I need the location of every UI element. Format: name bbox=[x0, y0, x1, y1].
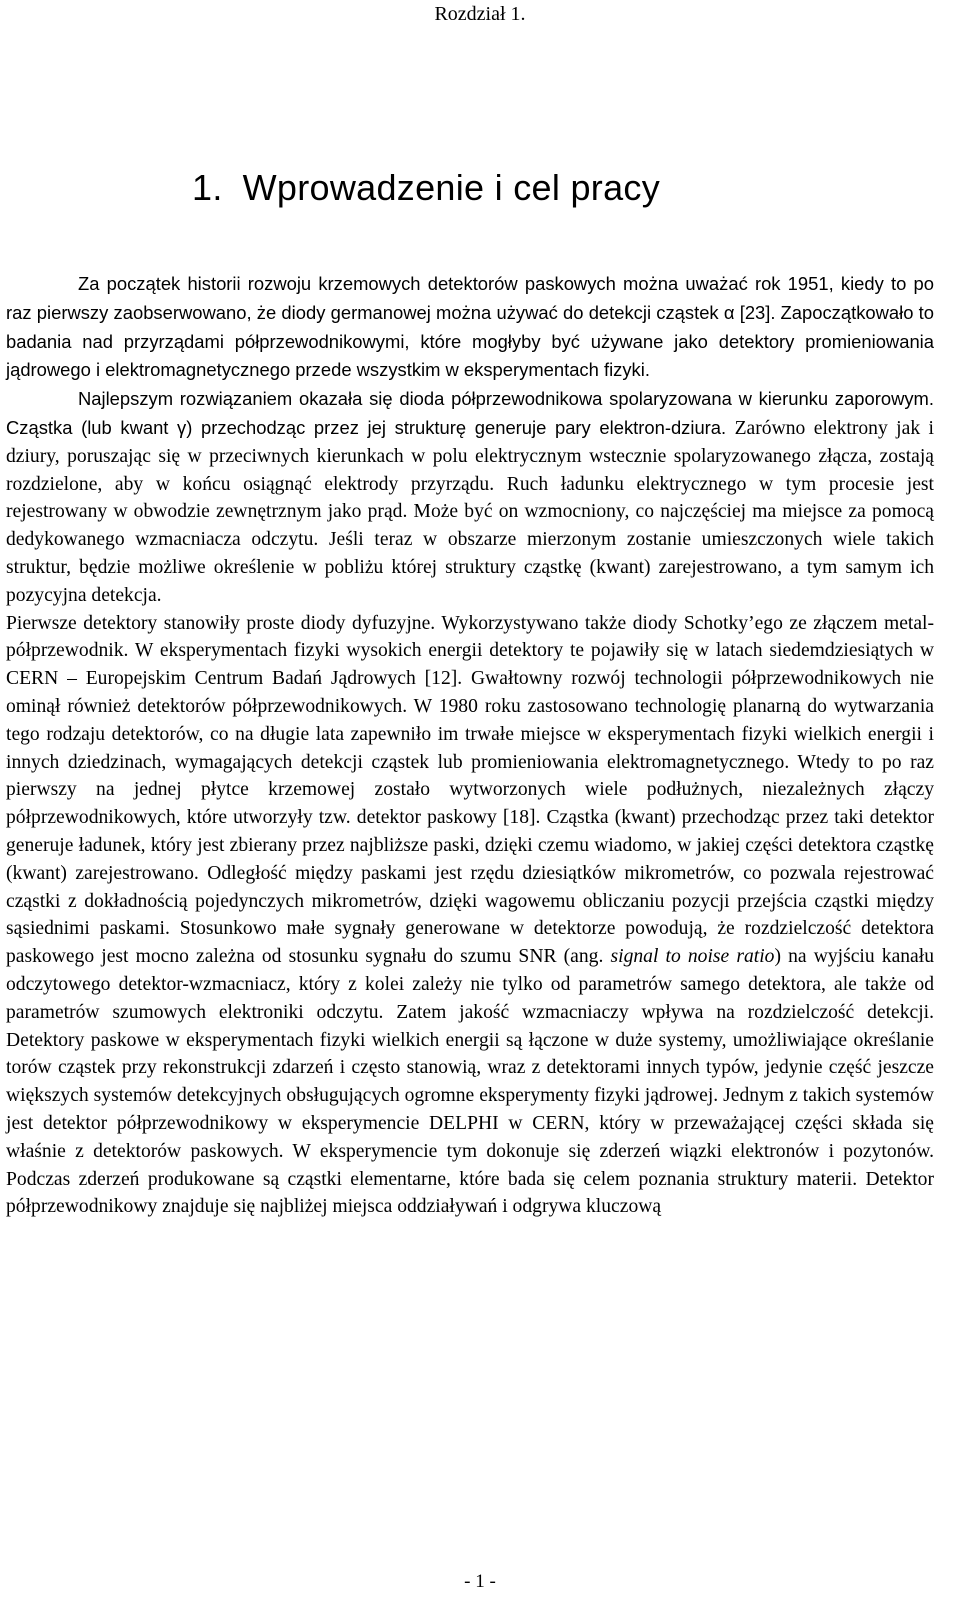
paragraph-1-sentence-2: Zapoczątkowało to badania nad przyrządami półprzewodnikowymi, które mogłyby być używane jako detektory promieniowania jądrowego i elektromagnetycznego przede wszystkim w eksperymentach fizyki. bbox=[6, 301, 935, 381]
chapter-title bbox=[192, 163, 792, 213]
paragraph-5-after: ) na wyjściu kanału odczytowego detektor-wzmacniacz, który z kolei zależy nie tylko od parametrów samego detektora, ale także od parametrów szumowych elektroniki odczytu. Zatem jakość wzmacniaczy wpływa na rozdzielczość detekcji. bbox=[6, 946, 934, 1023]
page-number: - 1 - bbox=[464, 1571, 496, 1592]
paragraph-5-italic-term: signal to noise ratio bbox=[610, 946, 775, 968]
paragraph-3: Pierwsze detektory stanowiły proste diody dyfuzyjne. Wykorzystywano także diody Schotky’ego ze złączem metal-półprzewodnik. W eksperymentach fizyki wysokich energii detektory te pojawiły się w latach siedemdziesiątych w CERN – Europejskim Centrum Badań Jądrowych [12]. bbox=[6, 612, 934, 690]
paragraph-6: Detektory paskowe w eksperymentach fizyki wielkich energii są łączone w duże systemy, umożliwiające określanie torów cząstek przy rekonstrukcji zdarzeń i często stanowią, wraz z detektorami innych typów, jedynie część jeszcze większych systemów detekcyjnych obsługujących ogromne eksperymenty fizyki jądrowej. bbox=[6, 1029, 934, 1107]
paragraph-2 bbox=[6, 385, 934, 609]
paragraph-2-sentence-2: Cząstka (lub kwant γ) przechodząc przez jej strukturę generuje pary elektron-dziura. bbox=[6, 416, 727, 438]
paragraph-2-sentence-1: Najlepszym rozwiązaniem okazała się dioda półprzewodnikowa spolaryzowana w kierunku zaporowym. bbox=[78, 388, 934, 410]
paragraph-1-sentence-1: Za początek historii rozwoju krzemowych detektorów paskowych można uważać rok 1951, kiedy to po raz pierwszy zaobserwowano, że diody germanowej można używać do detekcji cząstek α [23]. bbox=[6, 273, 934, 323]
paragraph-2-sentence-3: Zarówno elektrony jak i dziury, poruszając się w przeciwnych kierunkach w polu elektrycznym wstecznie spolaryzowanego złącza, zostają rozdzielone, aby w końcu osiągnąć elektrody przyrządu. Ruch ładunku elektrycznego w tym procesie jest rejestrowany w obwodzie zewnętrznym jako prąd. Może być on wzmocniony, co najczęściej ma miejsce za pomocą dedykowanego wzmacniacza odczytu. Jeśli teraz w obszarze mierzonym zostanie umieszczonych wiele takich struktur, będzie możliwe określenie w pobliżu której struktury cząstkę (kwant) zarejestrowano, a tym samym ich pozycyjna detekcja. bbox=[6, 417, 934, 606]
paragraph-1 bbox=[6, 270, 934, 385]
paragraph-7: Jednym z takich systemów jest detektor półprzewodnikowy w eksperymencie DELPHI w CERN, który w przeważającej części składa się właśnie z detektorów paskowych. W eksperymencie tym dokonuje się zderzeń wiązki elektronów i pozytonów. Podczas zderzeń produkowane są cząstki elementarne, które bada się celem poznania struktury materii. Detektor półprzewodnikowy znajduje się najbliżej miejsca oddziaływań i odgrywa kluczową bbox=[6, 1085, 934, 1218]
paragraph-4: Gwałtowny rozwój technologii półprzewodnikowych nie ominął również detektorów półprzewodnikowych. W 1980 roku zastosowano technologię planarną do wytwarzania tego rodzaju detektorów, co na długie lata zapewniło im trwałe miejsce w eksperymentach fizyki wielkich energii i innych dziedzinach, wymagających detekcji cząstek lub promieniowania elektromagnetycznego. Wtedy to po raz pierwszy na jednej płytce krzemowej zostało wytworzonych wiele podłużnych, niezależnych złączy półprzewodnikowych, które utworzyły tzw. detektor paskowy [18]. Cząstka (kwant) przechodząc przez taki detektor generuje ładunek, który jest zbierany przez najbliższe paski, dzięki czemu wiadomo, w jakiej części detektora cząstkę (kwant) zarejestrowano. Odległość między paskami jest rzędu dziesiątków mikrometrów, co pozwala rejestrować cząstki z dokładnością pojedynczych mikrometrów, dzięki wagowemu obliczaniu pozycji przejścia cząstki między sąsiednimi paskami. bbox=[6, 668, 934, 940]
body-text bbox=[6, 270, 934, 1221]
chapter-header: Rozdział 1. bbox=[434, 3, 526, 25]
chapter-title-text: Wprowadzenie i cel pracy bbox=[242, 167, 660, 208]
paragraph-5-before: Stosunkowo małe sygnały generowane w detektorze powodują, że rozdzielczość detektora paskowego jest mocno zależna od stosunku sygnału do szumu SNR (ang. bbox=[6, 918, 934, 968]
chapter-number: 1. bbox=[192, 167, 223, 208]
